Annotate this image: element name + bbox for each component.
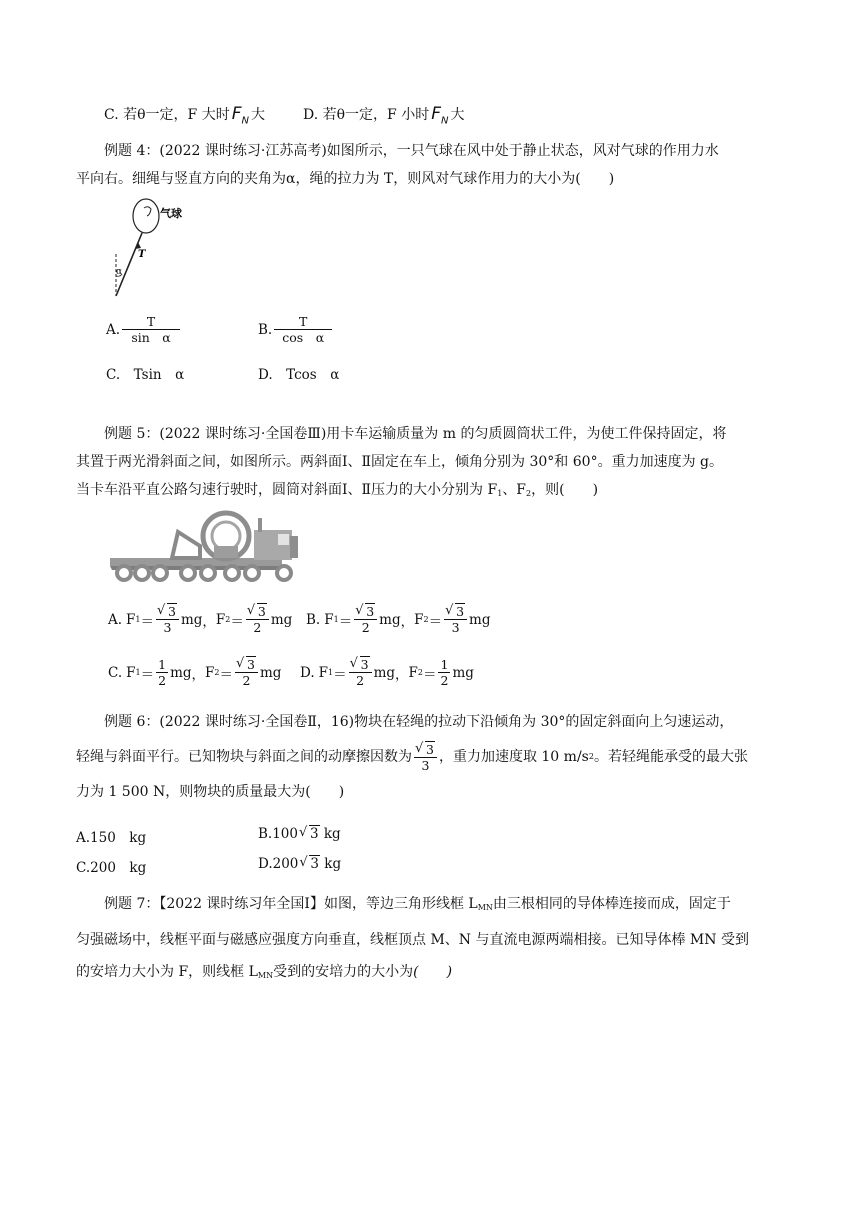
wheel: [135, 566, 149, 580]
example-5-line-3: 当卡车沿平直公路匀速行驶时，圆筒对斜面Ⅰ、Ⅱ压力的大小分别为 F1、F2，则( ): [76, 482, 599, 498]
ex5-option-a[interactable]: A. F 1 ＝ √ $\frac{3}{3}$ mg ， F 2 ＝ √ $\frac{3}{2}$ mg: [108, 604, 292, 635]
fraction: $\frac{1}{2}$: [158, 657, 167, 688]
fraction: $\frac{T}{\text{sin α}}$: [122, 314, 180, 345]
balloon-label: 气球: [160, 207, 182, 220]
example-7-line-3: 的安培力大小为 F，则线框 LMN受到的安培力的大小为( ): [76, 964, 453, 980]
ex6-option-c[interactable]: C.200 kg: [76, 860, 147, 876]
example-6-text: [76, 708, 790, 806]
option-c-tail: 大: [250, 107, 265, 123]
example-4-text: [76, 137, 790, 193]
wheel: [181, 566, 195, 580]
example-4-line-2: 平向右。细绳与竖直方向的夹角为α，绳的拉力为 T，则风对气球作用力的大小为( ): [76, 171, 615, 187]
option-b-label: B.: [258, 321, 273, 338]
option-d-text: D. 若θ一定，F 小时: [302, 107, 430, 123]
example-7-text: [76, 888, 790, 992]
fraction: √ $\frac{3}{2}$: [354, 604, 377, 635]
fraction: $\frac{1}{2}$: [440, 657, 449, 688]
fraction: √ $\frac{3}{2}$: [235, 657, 258, 688]
truck-figure: [108, 510, 308, 586]
option-d-tail: 大: [450, 107, 465, 123]
ex4-option-d[interactable]: D. Tcos α: [258, 367, 340, 383]
balloon-figure: [100, 196, 210, 300]
tension-label: T: [138, 249, 146, 260]
option-c-text: C. 若θ一定，F 大时: [104, 107, 230, 123]
ex6-option-d[interactable]: D.200 √ 3 kg: [258, 856, 341, 872]
ex4-option-c[interactable]: C. Tsin α: [106, 367, 185, 383]
fraction: $\frac{T}{\text{cos α}}$: [274, 314, 332, 345]
balloon-highlight: [144, 207, 151, 216]
previous-options-line: [104, 104, 464, 126]
wheel: [117, 566, 131, 580]
option-a-label: A.: [106, 321, 121, 338]
example-4-line-1: 例题 4：(2022 课时练习·江苏高考)如图所示，一只气球在风中处于静止状态，风对气球的作用力水: [104, 143, 719, 159]
example-6-line-2: 轻绳与斜面平行。已知物块与斜面之间的动摩擦因数为 √ $\frac{3}{3}$ ，重力加速度取 10 m/s 2 。若轻绳能承受的最大张: [76, 736, 790, 778]
ex5-option-b[interactable]: B. F 1 ＝ √ $\frac{3}{2}$ mg ， F 2 ＝ √ $\frac{3}{3}$ mg: [306, 604, 490, 635]
wheel: [245, 566, 259, 580]
alpha-label: α: [116, 267, 123, 277]
cab-grille: [290, 536, 298, 558]
example-5-line-1: 例题 5：(2022 课时练习·全国卷Ⅲ)用卡车运输质量为 m 的匀质圆筒状工件，为使工件保持固定，将: [104, 426, 727, 442]
wheel: [225, 566, 239, 580]
fraction: √ $\frac{3}{3}$: [156, 604, 179, 635]
ex5-option-c[interactable]: C. F 1 ＝ $\frac{1}{2}$ mg ， F 2 ＝ √ $\frac{3}{2}$ mg: [108, 657, 281, 688]
cylinder-support: [214, 546, 238, 558]
balloon-shape: [133, 199, 159, 233]
fn-symbol: $F_N$: [431, 104, 449, 127]
fraction: √ $\frac{3}{2}$: [246, 604, 269, 635]
example-6-line-3: 力为 1 500 N，则物块的质量最大为( ): [76, 784, 345, 800]
wheel: [201, 566, 215, 580]
example-7-line-1: 例题 7：【2022 课时练习年全国Ⅰ】如图，等边三角形线框 LMN由三根相同的导体棒连接而成，固定于: [104, 896, 731, 912]
ex4-option-a[interactable]: [106, 314, 182, 345]
ex5-option-d[interactable]: D. F 1 ＝ √ $\frac{3}{2}$ mg ， F 2 ＝ $\frac{1}{2}$ mg: [300, 657, 474, 688]
wheel: [153, 566, 167, 580]
fraction: √ $\frac{3}{3}$: [444, 604, 467, 635]
example-5-text: [76, 420, 790, 508]
fraction: √ $\frac{3}{2}$: [349, 657, 372, 688]
example-6-line-1: 例题 6：(2022 课时练习·全国卷Ⅱ，16)物块在轻绳的拉动下沿倾角为 30°的固定斜面向上匀速运动，: [104, 714, 734, 730]
ex6-option-a[interactable]: A.150 kg: [76, 830, 147, 846]
wheel: [277, 566, 291, 580]
ex6-option-b[interactable]: B.100 √ 3 kg: [258, 826, 341, 842]
cab-window: [278, 534, 289, 545]
exhaust: [258, 518, 262, 532]
fraction: √ $\frac{3}{3}$: [414, 742, 437, 773]
ex4-option-b[interactable]: [258, 314, 334, 345]
tension-arrow: [135, 242, 141, 249]
example-5-line-2: 其置于两光滑斜面之间，如图所示。两斜面Ⅰ、Ⅱ固定在车上，倾角分别为 30°和 60°。重力加速度为 g。: [76, 454, 723, 470]
example-7-line-2: 匀强磁场中，线框平面与磁感应强度方向垂直，线框顶点 M、N 与直流电源两端相接。已知导体棒 MN 受到: [76, 932, 749, 948]
fn-symbol: $F_N$: [231, 104, 249, 127]
